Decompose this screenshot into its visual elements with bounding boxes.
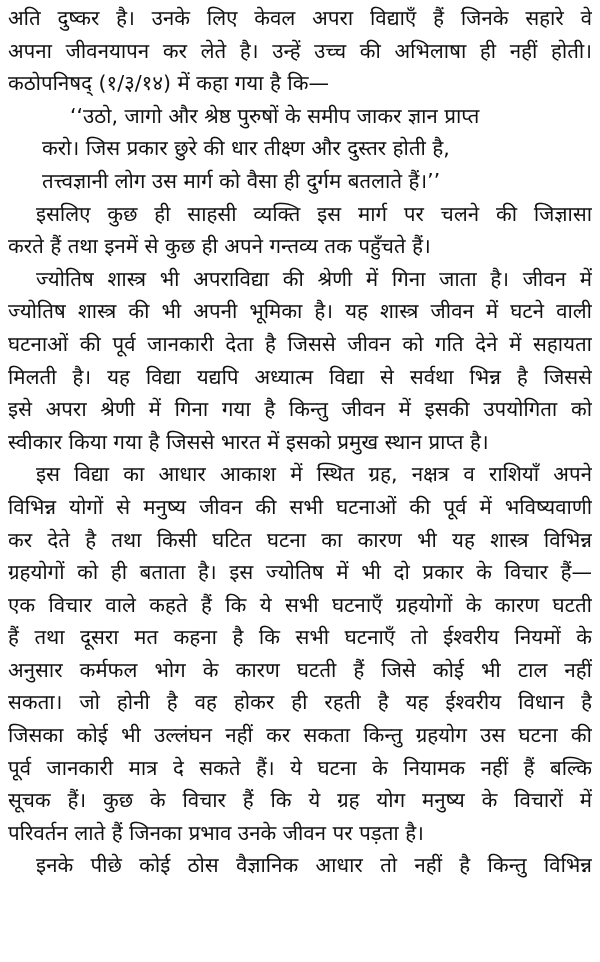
text-line: करते हैं तथा इनमें से कुछ ही अपने गन्तव्य तक पहुँचते हैं।	[8, 234, 431, 259]
text-line: अपना जीवनयापन कर लेते है। उन्हें उच्च की अभिलाषा ही नहीं होती।	[8, 38, 592, 63]
text-line: इसे अपरा श्रेणी में गिना गया है किन्तु जीवन में इसकी उपयोगिता को	[8, 397, 592, 422]
text-line: पूर्व जानकारी मात्र दे सकते हैं। ये घटना के नियामक नहीं हैं बल्कि	[8, 755, 592, 780]
text-line: मिलती है। यह विद्या यद्यपि अध्यात्म विद्या से सर्वथा भिन्न है जिससे	[8, 364, 592, 389]
text-line: कर देते है तथा किसी घटित घटना का कारण भी यह शास्त्र विभिन्न	[8, 527, 592, 552]
text-line: ज्योतिष शास्त्र की भी अपनी भूमिका है। यह शास्त्र जीवन में घटने वाली	[8, 299, 592, 324]
text-line: विभिन्न योगों से मनुष्य जीवन की सभी घटनाओं की पूर्व में भविष्यवाणी	[8, 494, 592, 519]
paragraph-first-line: इनके पीछे कोई ठोस वैज्ञानिक आधार तो नहीं है किन्तु विभिन्न	[36, 853, 592, 878]
paragraph-first-line: ज्योतिष शास्त्र भी अपराविद्या की श्रेणी में गिना जाता है। जीवन में	[36, 266, 592, 291]
text-line: अनुसार कर्मफल भोग के कारण घटती हैं जिसे कोई भी टाल नहीं	[8, 657, 592, 682]
quote-line: तत्त्वज्ञानी लोग उस मार्ग को वैसा ही दुर्गम बतलाते हैं।’’	[42, 168, 441, 193]
quote-line: करो। जिस प्रकार छुरे की धार तीक्ष्ण और दुस्तर होती है,	[42, 136, 450, 161]
text-line: सकता। जो होनी है वह होकर ही रहती है यह ईश्वरीय विधान है	[8, 690, 592, 715]
text-line: परिवर्तन लाते हैं जिनका प्रभाव उनके जीवन पर पड़ता है।	[8, 820, 424, 845]
quote-line: ‘‘उठो, जागो और श्रेष्ठ पुरुषों के समीप जाकर ज्ञान प्राप्त	[70, 103, 480, 128]
text-line: ग्रहयोगों को ही बताता है। इस ज्योतिष में भी दो प्रकार के विचार हैं—	[8, 560, 592, 585]
text-line: एक विचार वाले कहते हैं कि ये सभी घटनाएँ ग्रहयोगों के कारण घटती	[8, 592, 592, 617]
text-line: जिसका कोई भी उल्लंघन नहीं कर सकता किन्तु ग्रहयोग उस घटना की	[8, 723, 592, 748]
text-line: घटनाओं की पूर्व जानकारी देता है जिससे जीवन को गति देने में सहायता	[8, 331, 592, 356]
text-line: अति दुष्कर है। उनके लिए केवल अपरा विद्याएँ हैं जिनके सहारे वे	[8, 6, 592, 30]
paragraph-first-line: इसलिए कुछ ही साहसी व्यक्ति इस मार्ग पर चलने की जिज्ञासा	[36, 201, 592, 226]
paragraph-first-line: इस विद्या का आधार आकाश में स्थित ग्रह, नक्षत्र व राशियाँ अपने	[36, 462, 592, 487]
text-line: सूचक हैं। कुछ के विचार हैं कि ये ग्रह योग मनुष्य के विचारों में	[8, 788, 592, 813]
text-line: हैं तथा दूसरा मत कहना है कि सभी घटनाएँ तो ईश्वरीय नियमों के	[8, 625, 592, 650]
text-line: कठोपनिषद् (१/३/१४) में कहा गया है कि—	[8, 71, 329, 96]
text-line: स्वीकार किया गया है जिससे भारत में इसको प्रमुख स्थान प्राप्त है।	[8, 429, 489, 454]
